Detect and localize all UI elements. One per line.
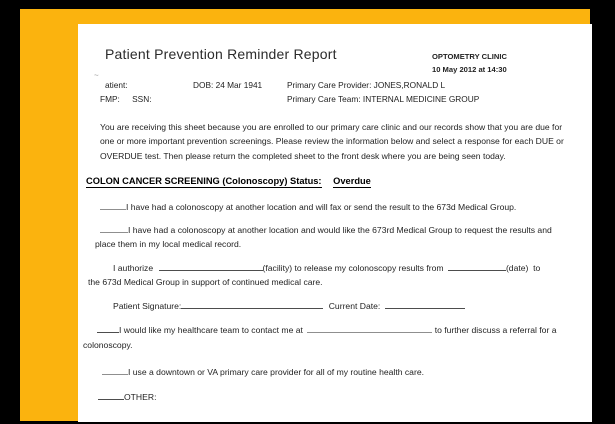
authorize-statement xyxy=(113,262,540,273)
signature-blank xyxy=(181,300,323,309)
screening-status-badge: Overdue xyxy=(333,176,371,186)
checkbox-blank-other xyxy=(98,391,124,400)
patient-name-label: atient: xyxy=(105,80,128,90)
checkbox-blank-fax xyxy=(100,201,126,210)
contact-prefix: I would like my healthcare team to contact me at xyxy=(119,325,303,335)
authorize-facility-label: (facility) to release my colonoscopy results from xyxy=(262,263,444,273)
date-blank xyxy=(448,262,506,271)
phone-blank xyxy=(307,324,432,333)
current-date-blank xyxy=(385,300,465,309)
clinic-name: OPTOMETRY CLINIC xyxy=(432,52,507,61)
signature-row xyxy=(113,300,465,311)
page-title: Patient Prevention Reminder Report xyxy=(105,46,337,62)
response-fax-label: I have had a colonoscopy at another location and will fax or send the result to the 673d Medical Group. xyxy=(126,202,517,212)
intro-paragraph: You are receiving this sheet because you are enrolled to our primary care clinic and our records show that you are due for one or more important prevention screenings. Please review the information below and select a response for each DUE or OVERDUE test. Then please return the completed sheet to the front desk where you are being seen today. xyxy=(100,122,564,161)
ssn-label: SSN: xyxy=(132,94,152,104)
document-page xyxy=(78,24,592,422)
authorize-line2: the 673d Medical Group in support of continued medical care. xyxy=(88,277,323,287)
current-date-label: Current Date: xyxy=(328,301,381,311)
clinic-header xyxy=(432,50,507,76)
response-va-option xyxy=(102,366,424,377)
authorize-prefix: I authorize xyxy=(113,263,154,273)
screening-heading xyxy=(86,176,371,186)
signature-label: Patient Signature: xyxy=(113,301,182,311)
authorize-date-label: (date) to xyxy=(505,263,541,273)
yellow-border-frame xyxy=(20,9,590,421)
response-request-line2: place them in my local medical record. xyxy=(95,239,242,249)
primary-care-team: Primary Care Team: INTERNAL MEDICINE GROUP xyxy=(287,94,480,104)
contact-suffix: to further discuss a referral for a xyxy=(434,325,557,335)
fmp-label: FMP: xyxy=(100,94,120,104)
response-fax-option xyxy=(100,201,516,212)
response-contact-option xyxy=(97,324,556,335)
response-va-label: I use a downtown or VA primary care provider for all of my routine health care. xyxy=(128,367,424,377)
patient-dob: DOB: 24 Mar 1941 xyxy=(193,80,263,90)
response-request-line1: I have had a colonoscopy at another location and would like the 673rd Medical Group to request the results and xyxy=(128,225,552,235)
facility-blank xyxy=(159,262,263,271)
scan-artifact: ~ xyxy=(94,71,98,80)
response-other-option xyxy=(98,391,156,402)
screening-heading-label: COLON CANCER SCREENING (Colonoscopy) Status: xyxy=(86,176,322,186)
response-request-option xyxy=(100,224,552,235)
fmp-ssn-row xyxy=(100,94,152,104)
primary-care-provider: Primary Care Provider: JONES,RONALD L xyxy=(287,80,446,90)
checkbox-blank-request xyxy=(100,224,128,233)
response-other-label: OTHER: xyxy=(124,392,157,402)
checkbox-blank-va xyxy=(102,366,128,375)
contact-line2: colonoscopy. xyxy=(83,340,133,350)
checkbox-blank-contact xyxy=(97,324,119,333)
report-datetime: 10 May 2012 at 14:30 xyxy=(432,65,507,74)
